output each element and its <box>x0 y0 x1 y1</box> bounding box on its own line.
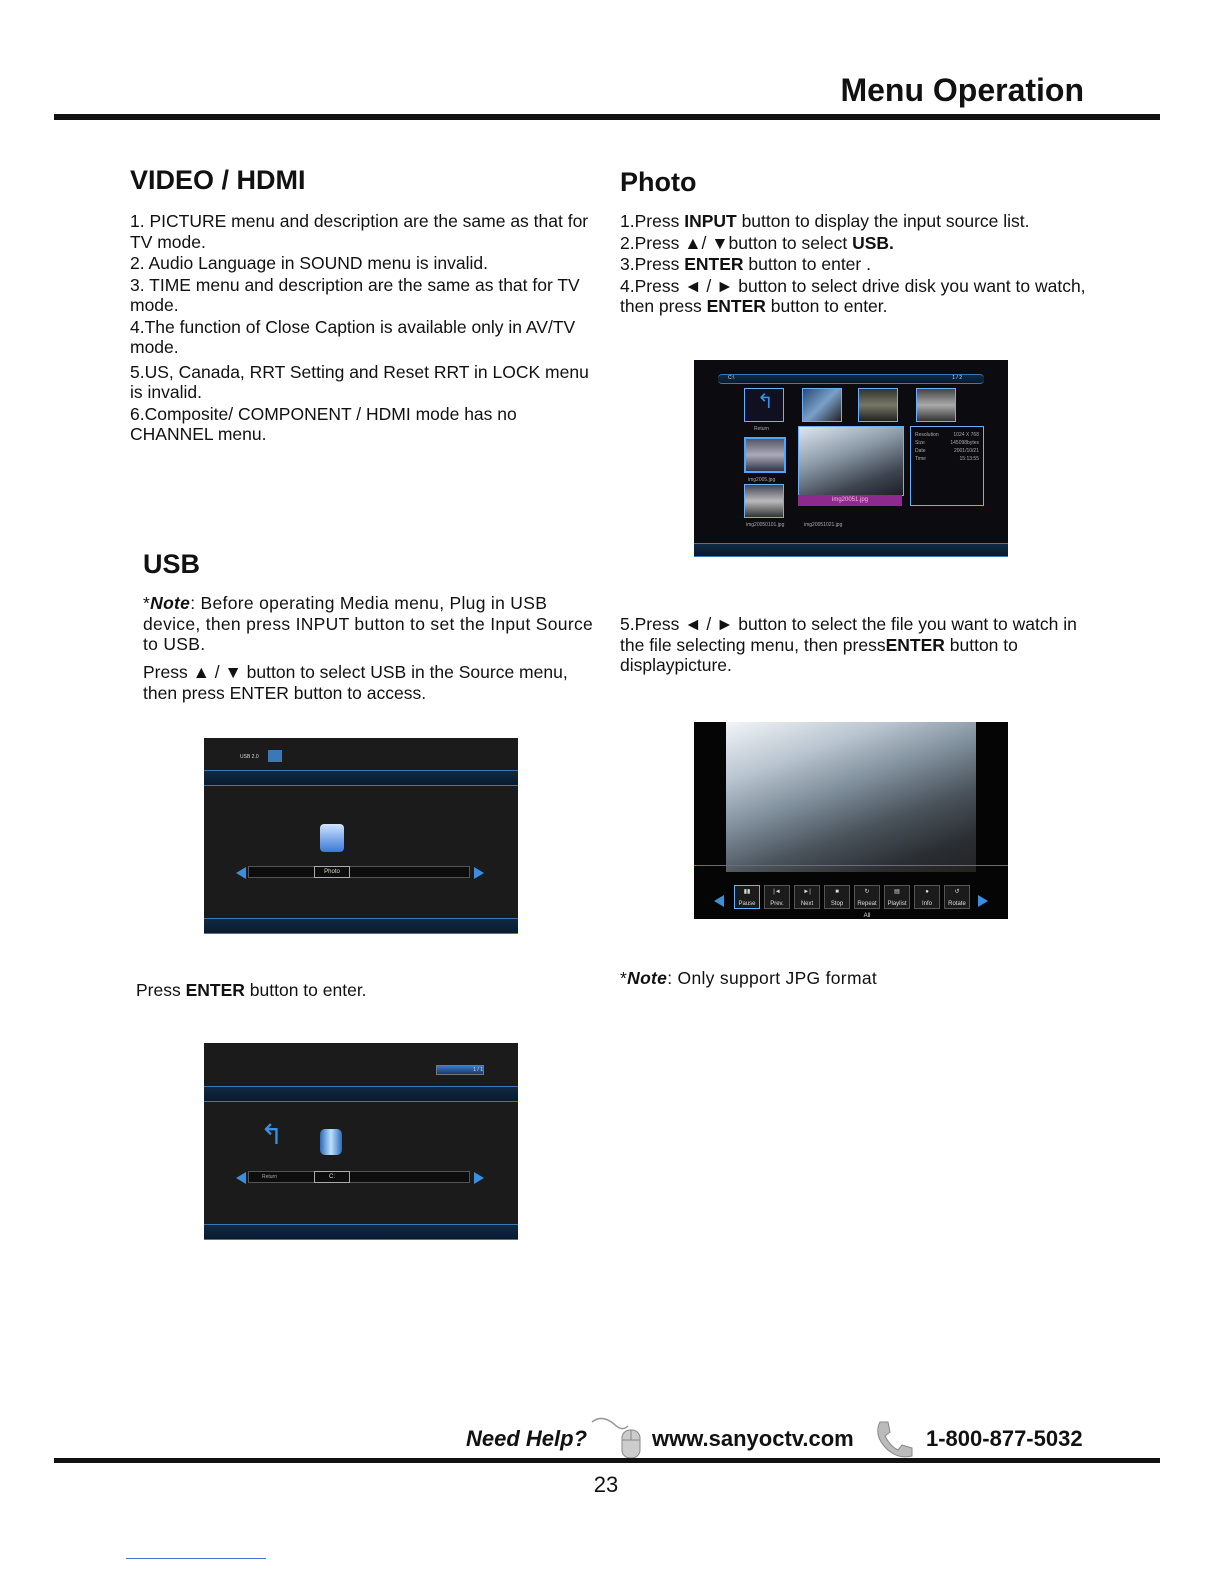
footer-rule <box>54 1458 1160 1463</box>
arrow-left-icon[interactable] <box>236 1172 246 1184</box>
need-help-text: Need Help? <box>466 1426 588 1451</box>
return-label: Return <box>754 426 770 432</box>
photo-step-2: 2.Press ▲/ ▼button to select USB. <box>620 232 894 253</box>
usb-device-icon <box>268 750 282 762</box>
photo-browser-screen <box>694 360 1008 557</box>
drive-selected[interactable]: C: <box>314 1171 350 1183</box>
browser-path: C:\ <box>728 375 735 381</box>
usb-note: *Note: Before operating Media menu, Plug in USB device, then press INPUT button to set the Input Source to USB. <box>143 593 594 654</box>
page-number: 23 <box>593 1472 619 1497</box>
arrow-left-icon[interactable] <box>236 867 246 879</box>
list-item: 4.The function of Close Caption is available only in AV/TV mode. <box>130 316 576 357</box>
bottom-line <box>126 1558 266 1559</box>
photo-step-5: 5.Press ◄ / ► button to select the file you want to watch in the file selecting menu, then pressENTER button to displaypicture. <box>620 614 1077 675</box>
preview-filename: img20051.jpg <box>798 495 902 506</box>
prev-button[interactable]: |◄ Prev. <box>764 885 790 909</box>
stop-button[interactable]: ■ Stop <box>824 885 850 909</box>
media-track <box>248 866 470 878</box>
pause-button[interactable]: ▮▮ Pause <box>734 885 760 909</box>
return-label: Return <box>262 1174 278 1180</box>
file-thumb[interactable] <box>916 388 956 422</box>
return-icon[interactable]: ↰ <box>260 1119 284 1150</box>
page-indicator: 1 / 1 <box>436 1065 484 1075</box>
photo-heading: Photo <box>620 167 697 197</box>
browser-page: 1 / 2 <box>952 375 962 381</box>
file-thumb[interactable] <box>858 388 898 422</box>
list-item: 1. PICTURE menu and description are the same as that for TV mode. <box>130 211 589 252</box>
return-icon: ↰ <box>757 391 774 413</box>
list-item: 3. TIME menu and description are the same as that for TV mode. <box>130 274 580 315</box>
drive-icon[interactable] <box>320 1129 342 1155</box>
media-selected[interactable]: Photo <box>314 866 350 878</box>
usb-enter-text: Press ENTER button to enter. <box>136 980 367 1000</box>
list-item: 5.US, Canada, RRT Setting and Reset RRT in LOCK menu is invalid. <box>130 361 589 402</box>
mouse-icon <box>588 1416 644 1460</box>
file-info-panel: Resolution 1024 X 768 Size 145098bytes Date 2001/10/21 Time 15:13:55 <box>910 426 984 506</box>
file-thumb[interactable] <box>802 388 842 422</box>
file-label: img20050101.jpg <box>746 522 785 528</box>
next-button[interactable]: ►| Next <box>794 885 820 909</box>
page-title: Menu Operation <box>840 72 1084 108</box>
phone-number: 1-800-877-5032 <box>926 1426 1083 1451</box>
video-hdmi-heading: VIDEO / HDMI <box>130 165 306 195</box>
return-thumb[interactable] <box>744 388 784 422</box>
photo-note: *Note: Only support JPG format <box>620 968 878 988</box>
rotate-button[interactable]: ↺ Rotate <box>944 885 970 909</box>
repeat-button[interactable]: ↻ Repeat All <box>854 885 880 909</box>
usb-press-text: Press ▲ / ▼ button to select USB in the Source menu, then press ENTER button to access. <box>143 662 568 703</box>
video-hdmi-list <box>130 211 600 446</box>
file-thumb[interactable] <box>744 484 784 518</box>
file-label: img20051021.jpg <box>804 522 843 528</box>
usb-source-screen <box>204 738 518 934</box>
photo-preview <box>798 426 904 496</box>
usb-heading: USB <box>143 549 201 579</box>
list-item: 6.Composite/ COMPONENT / HDMI mode has no CHANNEL menu. <box>130 403 517 444</box>
info-button[interactable]: ● Info <box>914 885 940 909</box>
photo-steps <box>620 211 1090 318</box>
arrow-right-icon[interactable] <box>474 1172 484 1184</box>
header-rule <box>54 114 1160 120</box>
photo-player-screen <box>694 722 1008 919</box>
arrow-right-icon[interactable] <box>978 895 988 907</box>
photo-step-4: 4.Press ◄ / ► button to select drive disk you want to watch, then press ENTER button to enter. <box>620 275 1086 316</box>
phone-icon <box>872 1418 914 1460</box>
media-track <box>248 1171 470 1183</box>
file-thumb-selected[interactable] <box>744 437 786 473</box>
arrow-left-icon[interactable] <box>714 895 724 907</box>
photo-step-1: 1.Press INPUT button to display the input source list. <box>620 211 1030 231</box>
playlist-button[interactable]: ▤ Playlist <box>884 885 910 909</box>
usb-drive-screen <box>204 1043 518 1240</box>
arrow-right-icon[interactable] <box>474 867 484 879</box>
file-label: img2005.jpg <box>748 477 776 483</box>
full-photo <box>726 722 976 872</box>
website-link[interactable]: www.sanyoctv.com <box>652 1426 854 1451</box>
photo-step-3: 3.Press ENTER button to enter . <box>620 254 871 274</box>
photo-camera-icon <box>320 824 344 852</box>
list-item: 2. Audio Language in SOUND menu is invalid. <box>130 253 488 273</box>
usb-source-label: USB 2.0 <box>240 754 259 760</box>
